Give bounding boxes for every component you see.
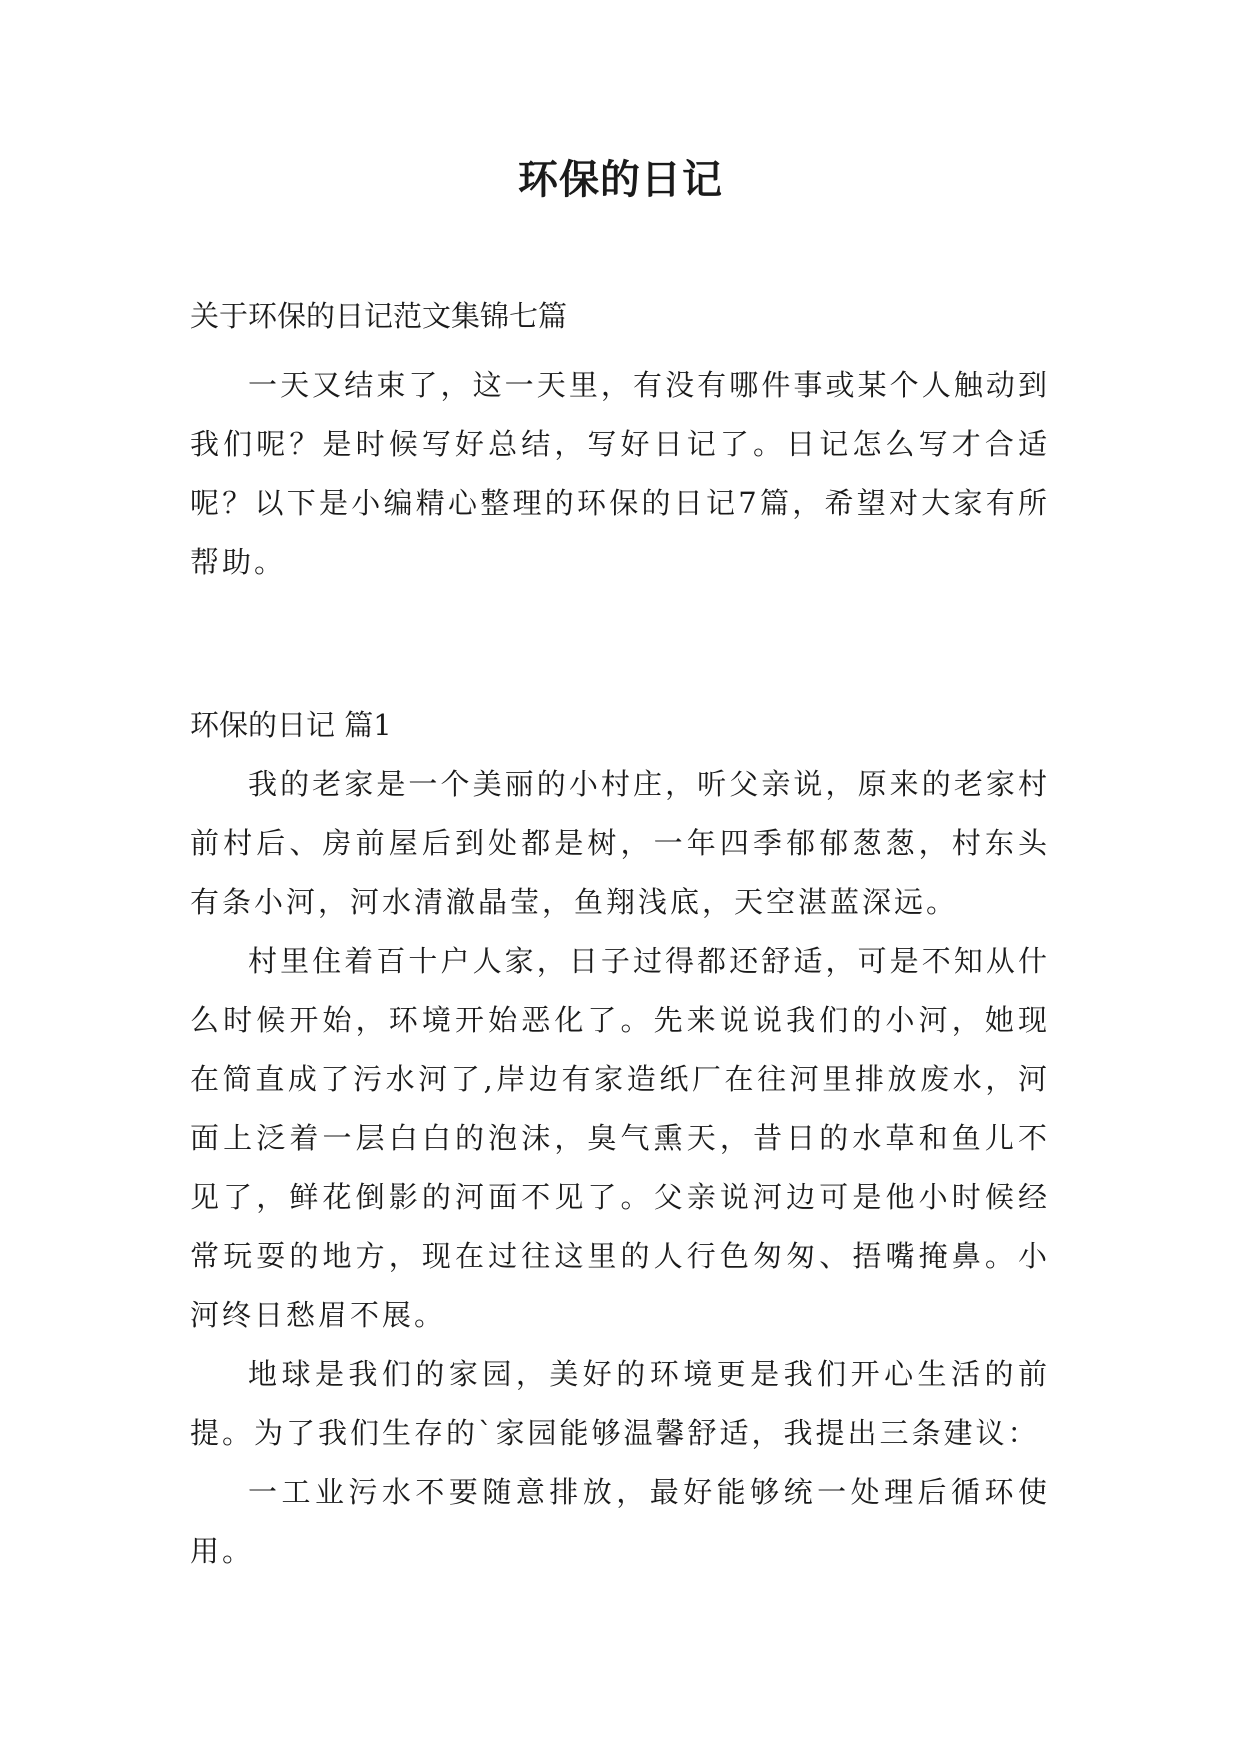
body-paragraph: 我的老家是一个美丽的小村庄，听父亲说，原来的老家村前村后、房前屋后到处都是树，一年四季郁郁葱葱，村东头有条小河，河水清澈晶莹，鱼翔浅底，天空湛蓝深远。 bbox=[190, 767, 1050, 919]
document-title: 环保的日记 bbox=[518, 157, 723, 203]
body-paragraph: 一工业污水不要随意排放，最好能够统一处理后循环使用。 bbox=[190, 1475, 1050, 1568]
section-heading: 环保的日记 篇1 bbox=[190, 708, 392, 742]
section-body bbox=[190, 755, 1050, 1581]
body-paragraph: 村里住着百十户人家，日子过得都还舒适，可是不知从什么时候开始，环境开始恶化了。先来说说我们的小河，她现在简直成了污水河了,岸边有家造纸厂在往河里排放废水，河面上泛着一层白白的泡沫，臭气熏天，昔日的水草和鱼儿不见了，鲜花倒影的河面不见了。父亲说河边可是他小时候经常玩耍的地方，现在过往这里的人行色匆匆、捂嘴掩鼻。小河终日愁眉不展。 bbox=[190, 944, 1050, 1332]
intro-block bbox=[190, 356, 1050, 592]
body-paragraph: 地球是我们的家园，美好的环境更是我们开心生活的前提。为了我们生存的`家园能够温馨舒适，我提出三条建议： bbox=[190, 1357, 1050, 1450]
document-subtitle: 关于环保的日记范文集锦七篇 bbox=[190, 299, 568, 333]
intro-paragraph: 一天又结束了，这一天里，有没有哪件事或某个人触动到我们呢？是时候写好总结，写好日记了。日记怎么写才合适呢？以下是小编精心整理的环保的日记7篇，希望对大家有所帮助。 bbox=[190, 368, 1050, 579]
